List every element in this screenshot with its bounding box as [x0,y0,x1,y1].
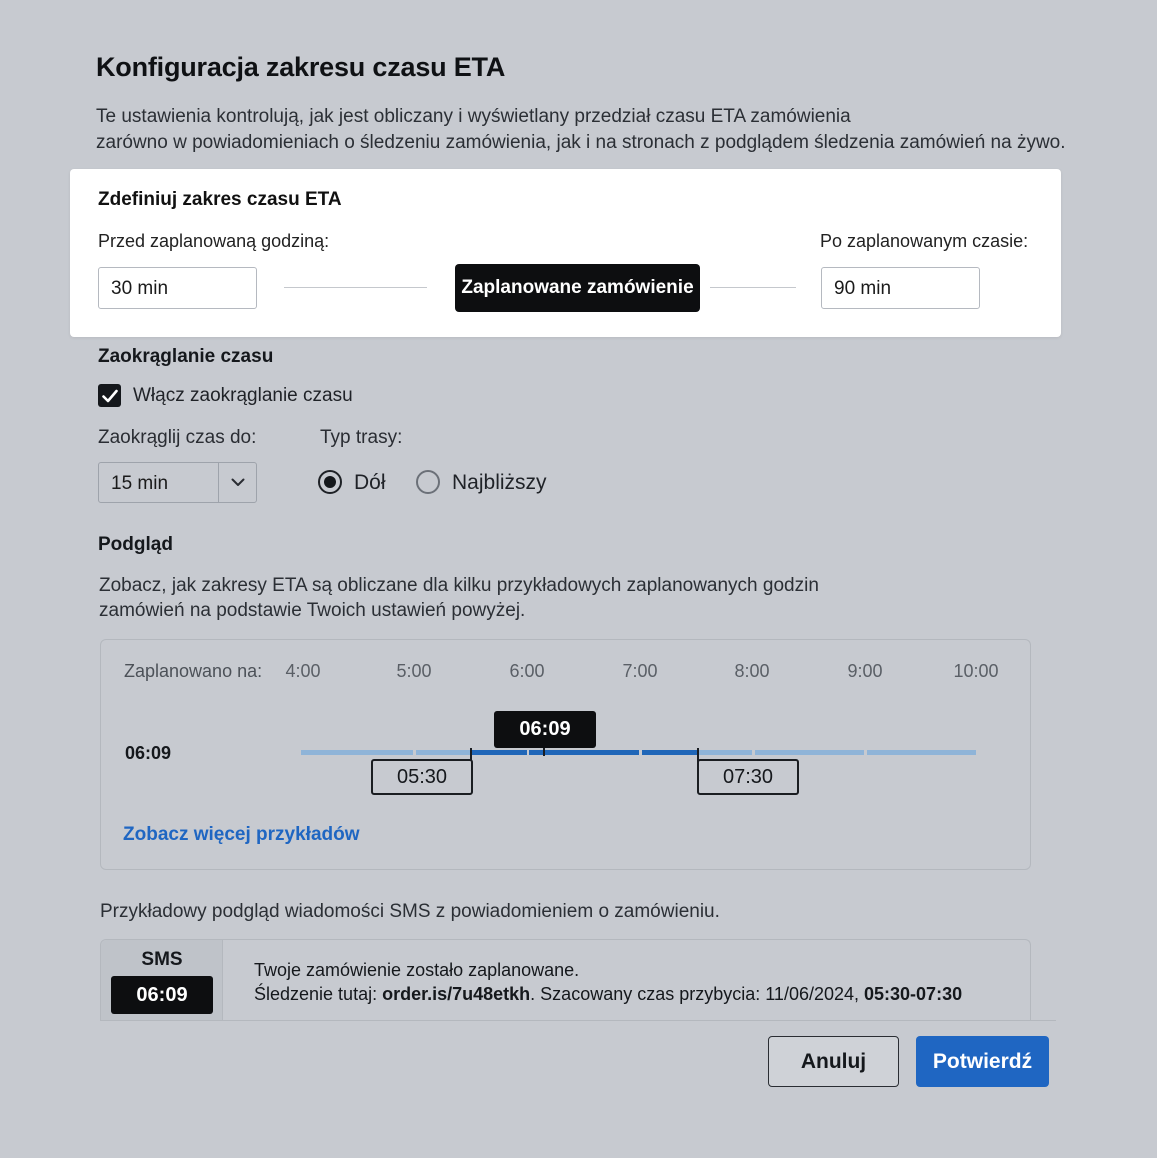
range-end-box: 07:30 [697,759,799,795]
sms-preview-intro: Przykładowy podgląd wiadomości SMS z powiadomieniem o zamówieniu. [100,901,720,922]
preview-description [99,573,859,623]
cancel-button[interactable]: Anuluj [768,1036,899,1087]
tick-label: 10:00 [953,661,999,681]
preview-timeline [100,639,1031,870]
sms-tracking-link: order.is/7u48etkh [382,984,531,1004]
confirm-button[interactable]: Potwierdź [916,1036,1049,1087]
preview-heading: Podgląd [98,534,173,555]
scheduled-order-pill: Zaplanowane zamówienie [455,264,700,312]
tick-label: 7:00 [622,661,658,681]
round-to-select-value: 15 min [111,473,169,494]
see-more-examples-link[interactable]: Zobacz więcej przykładów [123,824,360,845]
sms-message-line-2 [254,984,962,1005]
radio-selected-dot [324,476,336,488]
route-nearest-label[interactable]: Najbliższy [452,471,547,494]
timeline-track [301,750,976,755]
checkmark-icon [102,389,118,403]
tick-label: 6:00 [509,661,545,681]
eta-range-card [70,169,1061,337]
round-to-label: Zaokrąglij czas do: [98,427,257,448]
eta-range-segment [642,750,698,755]
enable-rounding-checkbox[interactable] [98,384,121,407]
route-down-label[interactable]: Dół [354,471,386,494]
dialog-description-line-2: zarówno w powiadomieniach o śledzeniu zamówienia, jak i na stronach z podglądem śledzenia zamówień na żywo. [96,132,1066,153]
track-segment [867,750,976,755]
route-down-radio[interactable] [318,470,342,494]
sms-message-line-1: Twoje zamówienie zostało zaplanowane. [254,960,580,980]
dialog-description [96,104,1076,156]
preview-description-line-2: zamówień na podstawie Twoich ustawień powyżej. [99,600,526,621]
track-segment [416,750,471,755]
tick-label: 5:00 [396,661,432,681]
eta-range-segment [529,750,639,755]
route-nearest-radio[interactable] [416,470,440,494]
after-scheduled-label: Po zaplanowanym czasie: [820,231,1029,251]
route-type-label: Typ trasy: [320,427,403,448]
connector-line-right [710,287,796,288]
sms-time-badge: 06:09 [111,976,213,1014]
track-segment [301,750,413,755]
sms-meta [101,940,223,1021]
round-to-select[interactable] [98,462,257,503]
tick-label: 4:00 [285,661,321,681]
example-scheduled-time: 06:09 [125,743,172,763]
chevron-down-icon [231,478,245,487]
tick-label: 9:00 [847,661,883,681]
before-scheduled-input[interactable]: 30 min [98,267,257,309]
sms-preview [100,939,1031,1021]
sms-eta-prefix: . Szacowany czas przybycia: 11/06/2024, [530,984,865,1004]
range-start-box: 05:30 [371,759,473,795]
rounding-heading: Zaokrąglanie czasu [98,346,274,367]
eta-range-heading: Zdefiniuj zakres czasu ETA [98,189,342,210]
after-scheduled-input[interactable]: 90 min [821,267,980,309]
enable-rounding-label[interactable]: Włącz zaokrąglanie czasu [133,385,353,406]
track-segment [755,750,864,755]
divider [100,1020,1056,1021]
sms-label: SMS [141,949,183,970]
connector-line-left [284,287,427,288]
track-segment [698,750,752,755]
preview-description-line-1: Zobacz, jak zakresy ETA są obliczane dla kilku przykładowych zaplanowanych godzin [99,575,819,596]
dialog-title: Konfiguracja zakresu czasu ETA [96,52,506,82]
tick-label: 8:00 [734,661,770,681]
eta-range-segment [471,750,527,755]
round-to-select-toggle[interactable] [218,463,256,502]
sms-tracking-prefix: Śledzenie tutaj: [254,984,383,1004]
dialog-description-line-1: Te ustawienia kontrolują, jak jest obliczany i wyświetlany przedział czasu ETA zamówienia [96,106,851,127]
sms-eta-range: 05:30-07:30 [864,984,963,1004]
before-scheduled-label: Przed zaplanowaną godziną: [98,231,330,251]
scheduled-time-badge: 06:09 [494,711,596,748]
scheduled-for-label: Zaplanowano na: [124,661,263,681]
